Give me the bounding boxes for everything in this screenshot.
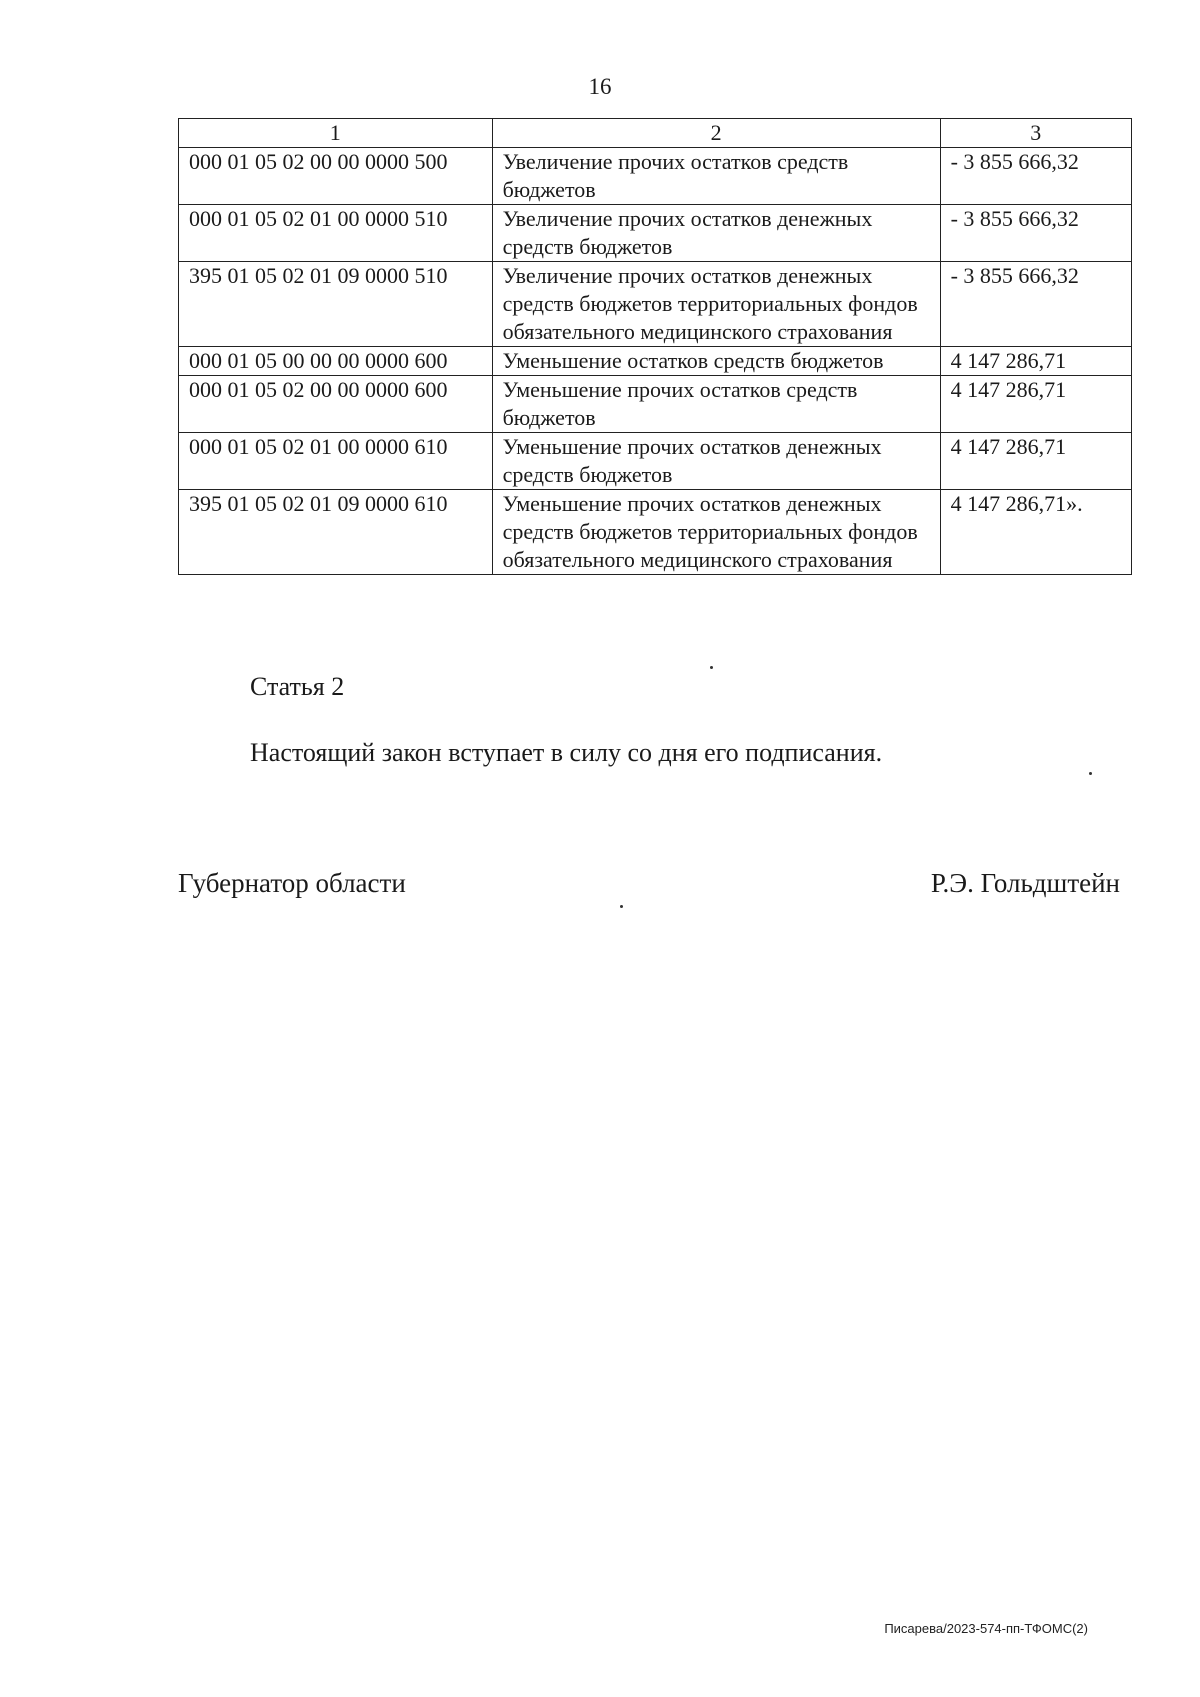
scan-speck <box>1089 772 1092 775</box>
budget-code-cell: 395 01 05 02 01 09 0000 610 <box>179 490 493 575</box>
table-row <box>179 205 1132 262</box>
budget-code-cell: 395 01 05 02 01 09 0000 510 <box>179 262 493 347</box>
budget-code-cell: 000 01 05 02 01 00 0000 610 <box>179 433 493 490</box>
amount-cell: 4 147 286,71 <box>940 376 1131 433</box>
amount-cell: 4 147 286,71 <box>940 347 1131 376</box>
item-name-cell: Уменьшение прочих остатков денежных средств бюджетов <box>492 433 940 490</box>
item-name-cell: Увеличение прочих остатков денежных средств бюджетов территориальных фондов обязательного медицинского страхования <box>492 262 940 347</box>
column-header-1: 1 <box>179 119 493 148</box>
page-number: 16 <box>588 74 612 99</box>
scan-speck <box>620 905 623 908</box>
budget-sources-table <box>178 118 1132 575</box>
budget-code-cell: 000 01 05 02 00 00 0000 600 <box>179 376 493 433</box>
article-title: Статья 2 <box>250 672 345 701</box>
table-row <box>179 433 1132 490</box>
item-name-cell: Увеличение прочих остатков денежных средств бюджетов <box>492 205 940 262</box>
item-name-cell: Уменьшение прочих остатков денежных средств бюджетов территориальных фондов обязательного медицинского страхования <box>492 490 940 575</box>
table-row <box>179 262 1132 347</box>
table-header-row <box>179 119 1132 148</box>
amount-cell: - 3 855 666,32 <box>940 262 1131 347</box>
amount-cell: 4 147 286,71». <box>940 490 1131 575</box>
column-header-3: 3 <box>940 119 1131 148</box>
column-header-2: 2 <box>492 119 940 148</box>
amount-cell: - 3 855 666,32 <box>940 148 1131 205</box>
item-name-cell: Уменьшение остатков средств бюджетов <box>492 347 940 376</box>
table-row <box>179 347 1132 376</box>
table-row <box>179 376 1132 433</box>
budget-code-cell: 000 01 05 02 01 00 0000 510 <box>179 205 493 262</box>
item-name-cell: Уменьшение прочих остатков средств бюджетов <box>492 376 940 433</box>
document-reference: Писарева/2023-574-пп-ТФОМС(2) <box>884 1621 1088 1636</box>
amount-cell: 4 147 286,71 <box>940 433 1131 490</box>
amount-cell: - 3 855 666,32 <box>940 205 1131 262</box>
table-row <box>179 490 1132 575</box>
signatory-position: Губернатор области <box>178 868 406 898</box>
budget-code-cell: 000 01 05 02 00 00 0000 500 <box>179 148 493 205</box>
table-row <box>179 148 1132 205</box>
article-text: Настоящий закон вступает в силу со дня его подписания. <box>250 738 883 767</box>
signatory-name: Р.Э. Гольдштейн <box>930 868 1120 898</box>
budget-code-cell: 000 01 05 00 00 00 0000 600 <box>179 347 493 376</box>
scan-speck <box>710 666 713 669</box>
item-name-cell: Увеличение прочих остатков средств бюджетов <box>492 148 940 205</box>
